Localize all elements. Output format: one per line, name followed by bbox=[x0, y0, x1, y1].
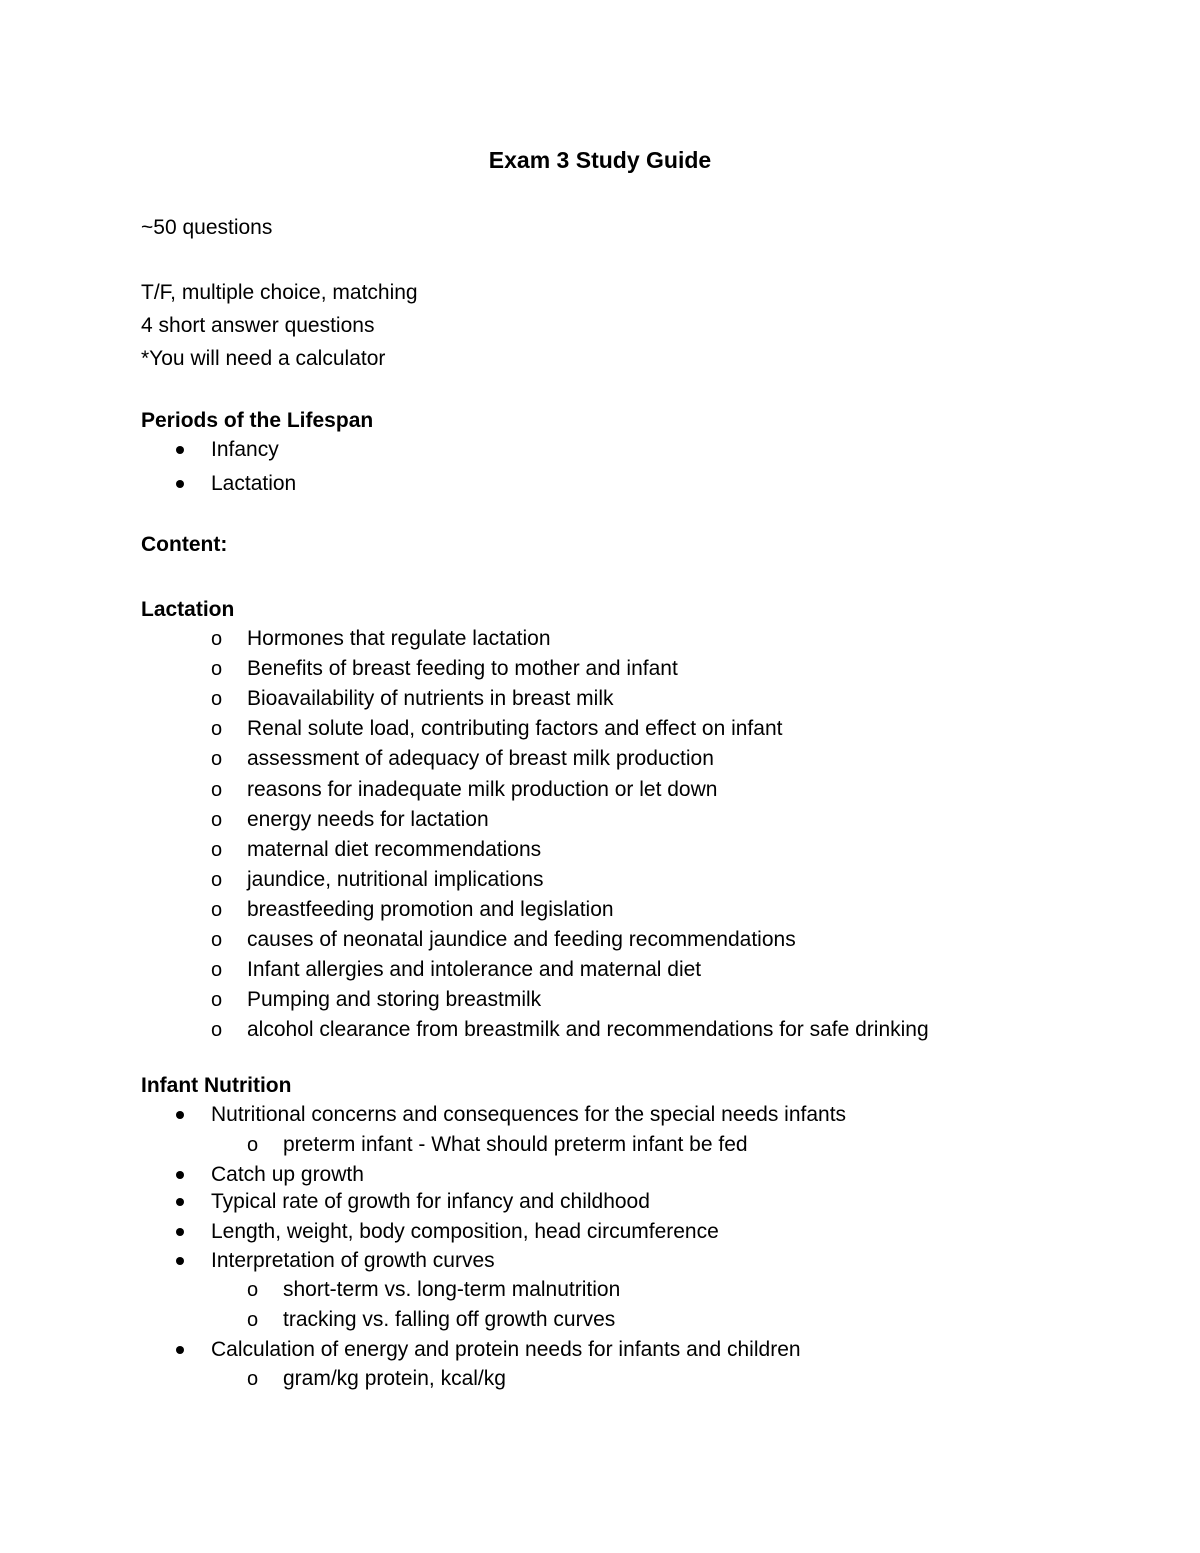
list-item-label: Pumping and storing breastmilk bbox=[247, 988, 542, 1011]
bullet-dot bbox=[176, 1171, 184, 1179]
infant-nutrition-heading: Infant Nutrition bbox=[141, 1074, 292, 1097]
list-item-label: Lactation bbox=[211, 472, 297, 495]
circle-marker: o bbox=[211, 809, 223, 831]
list-item-label: Typical rate of growth for infancy and childhood bbox=[211, 1190, 650, 1213]
question-count: ~50 questions bbox=[141, 216, 273, 239]
circle-marker: o bbox=[211, 929, 223, 951]
list-item-label: Catch up growth bbox=[211, 1163, 364, 1186]
sub-list-item-label: preterm infant - What should preterm infant be fed bbox=[283, 1133, 748, 1156]
list-item-label: jaundice, nutritional implications bbox=[247, 868, 544, 891]
short-answer-note: 4 short answer questions bbox=[141, 314, 375, 337]
list-item-label: Infant allergies and intolerance and maternal diet bbox=[247, 958, 702, 981]
circle-marker: o bbox=[247, 1279, 259, 1301]
list-item-label: Nutritional concerns and consequences for the special needs infants bbox=[211, 1103, 847, 1126]
bullet-dot bbox=[176, 1228, 184, 1236]
circle-marker: o bbox=[211, 989, 223, 1011]
list-item-label: Bioavailability of nutrients in breast milk bbox=[247, 687, 614, 710]
list-item-label: reasons for inadequate milk production or let down bbox=[247, 778, 718, 801]
bullet-dot bbox=[176, 1346, 184, 1354]
lactation-heading: Lactation bbox=[141, 598, 235, 621]
circle-marker: o bbox=[211, 869, 223, 891]
page-title: Exam 3 Study Guide bbox=[488, 147, 712, 173]
bullet-dot bbox=[176, 1257, 184, 1265]
bullet-dot bbox=[176, 1198, 184, 1206]
circle-marker: o bbox=[211, 1019, 223, 1041]
question-formats: T/F, multiple choice, matching bbox=[141, 281, 418, 304]
sub-list-item-label: gram/kg protein, kcal/kg bbox=[283, 1367, 506, 1390]
circle-marker: o bbox=[211, 628, 223, 650]
list-item-label: assessment of adequacy of breast milk production bbox=[247, 747, 714, 770]
content-heading: Content: bbox=[141, 533, 228, 556]
list-item-label: Interpretation of growth curves bbox=[211, 1249, 495, 1272]
circle-marker: o bbox=[247, 1134, 259, 1156]
circle-marker: o bbox=[211, 748, 223, 770]
circle-marker: o bbox=[247, 1309, 259, 1331]
bullet-dot bbox=[176, 1111, 184, 1119]
list-item-label: causes of neonatal jaundice and feeding recommendations bbox=[247, 928, 796, 951]
bullet-dot bbox=[176, 480, 184, 488]
list-item-label: alcohol clearance from breastmilk and recommendations for safe drinking bbox=[247, 1018, 929, 1041]
circle-marker: o bbox=[211, 718, 223, 740]
list-item-label: Length, weight, body composition, head circumference bbox=[211, 1220, 719, 1243]
list-item-label: Benefits of breast feeding to mother and infant bbox=[247, 657, 678, 680]
sub-list-item-label: tracking vs. falling off growth curves bbox=[283, 1308, 616, 1331]
bullet-dot bbox=[176, 446, 184, 454]
circle-marker: o bbox=[211, 959, 223, 981]
list-item-label: Calculation of energy and protein needs for infants and children bbox=[211, 1338, 801, 1361]
list-item-label: breastfeeding promotion and legislation bbox=[247, 898, 614, 921]
periods-heading: Periods of the Lifespan bbox=[141, 409, 374, 432]
circle-marker: o bbox=[211, 779, 223, 801]
list-item-label: maternal diet recommendations bbox=[247, 838, 542, 861]
circle-marker: o bbox=[211, 658, 223, 680]
calculator-note: *You will need a calculator bbox=[141, 347, 386, 370]
sub-list-item-label: short-term vs. long-term malnutrition bbox=[283, 1278, 621, 1301]
circle-marker: o bbox=[211, 688, 223, 710]
circle-marker: o bbox=[247, 1368, 259, 1390]
list-item-label: Infancy bbox=[211, 438, 279, 461]
list-item-label: energy needs for lactation bbox=[247, 808, 489, 831]
circle-marker: o bbox=[211, 839, 223, 861]
list-item-label: Renal solute load, contributing factors and effect on infant bbox=[247, 717, 783, 740]
list-item-label: Hormones that regulate lactation bbox=[247, 627, 551, 650]
circle-marker: o bbox=[211, 899, 223, 921]
